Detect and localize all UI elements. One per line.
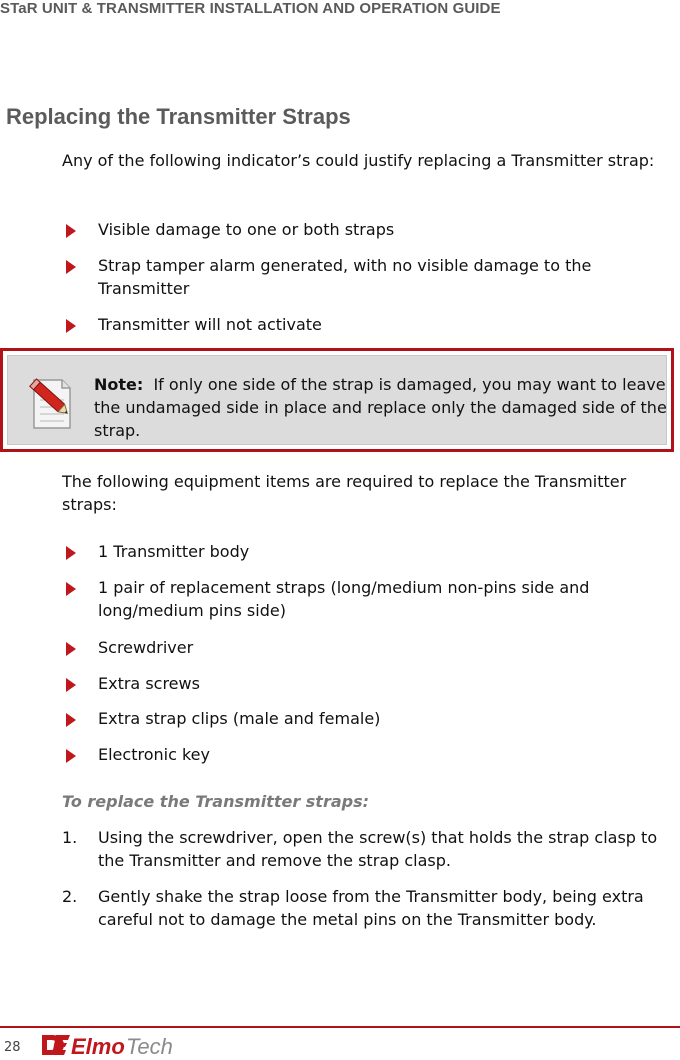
- list-item-text: Electronic key: [98, 745, 210, 764]
- list-item: [62, 254, 662, 300]
- note-body: If only one side of the strap is damaged, you may want to leave the undamaged side in place and replace only the damaged side of the strap.: [94, 375, 667, 440]
- logo-main-text: Elmo: [71, 1034, 125, 1059]
- bullet-arrow-icon: [66, 678, 76, 692]
- bullet-arrow-icon: [66, 642, 76, 656]
- note-box: [0, 348, 674, 452]
- equipment-intro: The following equipment items are required to replace the Transmitter straps:: [62, 472, 627, 514]
- running-header: STaR UNIT & TRANSMITTER INSTALLATION AND OPERATION GUIDE: [0, 0, 501, 17]
- list-item: [62, 636, 662, 659]
- note-panel: [7, 355, 667, 445]
- logo-suffix-text: Tech: [126, 1034, 173, 1059]
- bullet-arrow-icon: [66, 224, 76, 238]
- intro-paragraph: Any of the following indicator’s could justify replacing a Transmitter strap:: [62, 151, 655, 170]
- list-item: [62, 218, 662, 241]
- elmotech-logo: [38, 1031, 188, 1059]
- step-number: 1.: [62, 828, 78, 847]
- list-item: [62, 576, 662, 622]
- bullet-arrow-icon: [66, 749, 76, 763]
- page-number: 28: [4, 1040, 21, 1055]
- list-item: [62, 540, 662, 563]
- step-number: 2.: [62, 887, 78, 906]
- procedure-step: [62, 826, 662, 872]
- bullet-arrow-icon: [66, 546, 76, 560]
- list-item-text: Screwdriver: [98, 638, 194, 657]
- list-item-text: Visible damage to one or both straps: [98, 220, 395, 239]
- list-item: [62, 672, 662, 695]
- list-item-text: Extra strap clips (male and female): [98, 709, 381, 728]
- list-item: [62, 707, 662, 730]
- list-item-text: Extra screws: [98, 674, 200, 693]
- procedure-step: [62, 885, 662, 931]
- notepad-pencil-icon: [26, 372, 76, 432]
- bullet-arrow-icon: [66, 260, 76, 274]
- note-text: [94, 373, 670, 442]
- list-item: [62, 313, 662, 336]
- bullet-arrow-icon: [66, 713, 76, 727]
- list-item-text: Transmitter will not activate: [98, 315, 322, 334]
- note-label: Note:: [94, 375, 144, 394]
- procedure-heading: To replace the Transmitter straps:: [62, 792, 370, 811]
- list-item-text: 1 pair of replacement straps (long/medium non-pins side and long/medium pins side): [98, 578, 590, 620]
- footer-divider: [0, 1026, 680, 1028]
- bullet-arrow-icon: [66, 582, 76, 596]
- list-item-text: Strap tamper alarm generated, with no visible damage to the Transmitter: [98, 256, 592, 298]
- section-title: Replacing the Transmitter Straps: [6, 104, 351, 129]
- step-text: Gently shake the strap loose from the Transmitter body, being extra careful not to damage the metal pins on the Transmitter body.: [98, 887, 644, 929]
- step-text: Using the screwdriver, open the screw(s) that holds the strap clasp to the Transmitter and remove the strap clasp.: [98, 828, 658, 870]
- list-item: [62, 743, 662, 766]
- bullet-arrow-icon: [66, 319, 76, 333]
- list-item-text: 1 Transmitter body: [98, 542, 250, 561]
